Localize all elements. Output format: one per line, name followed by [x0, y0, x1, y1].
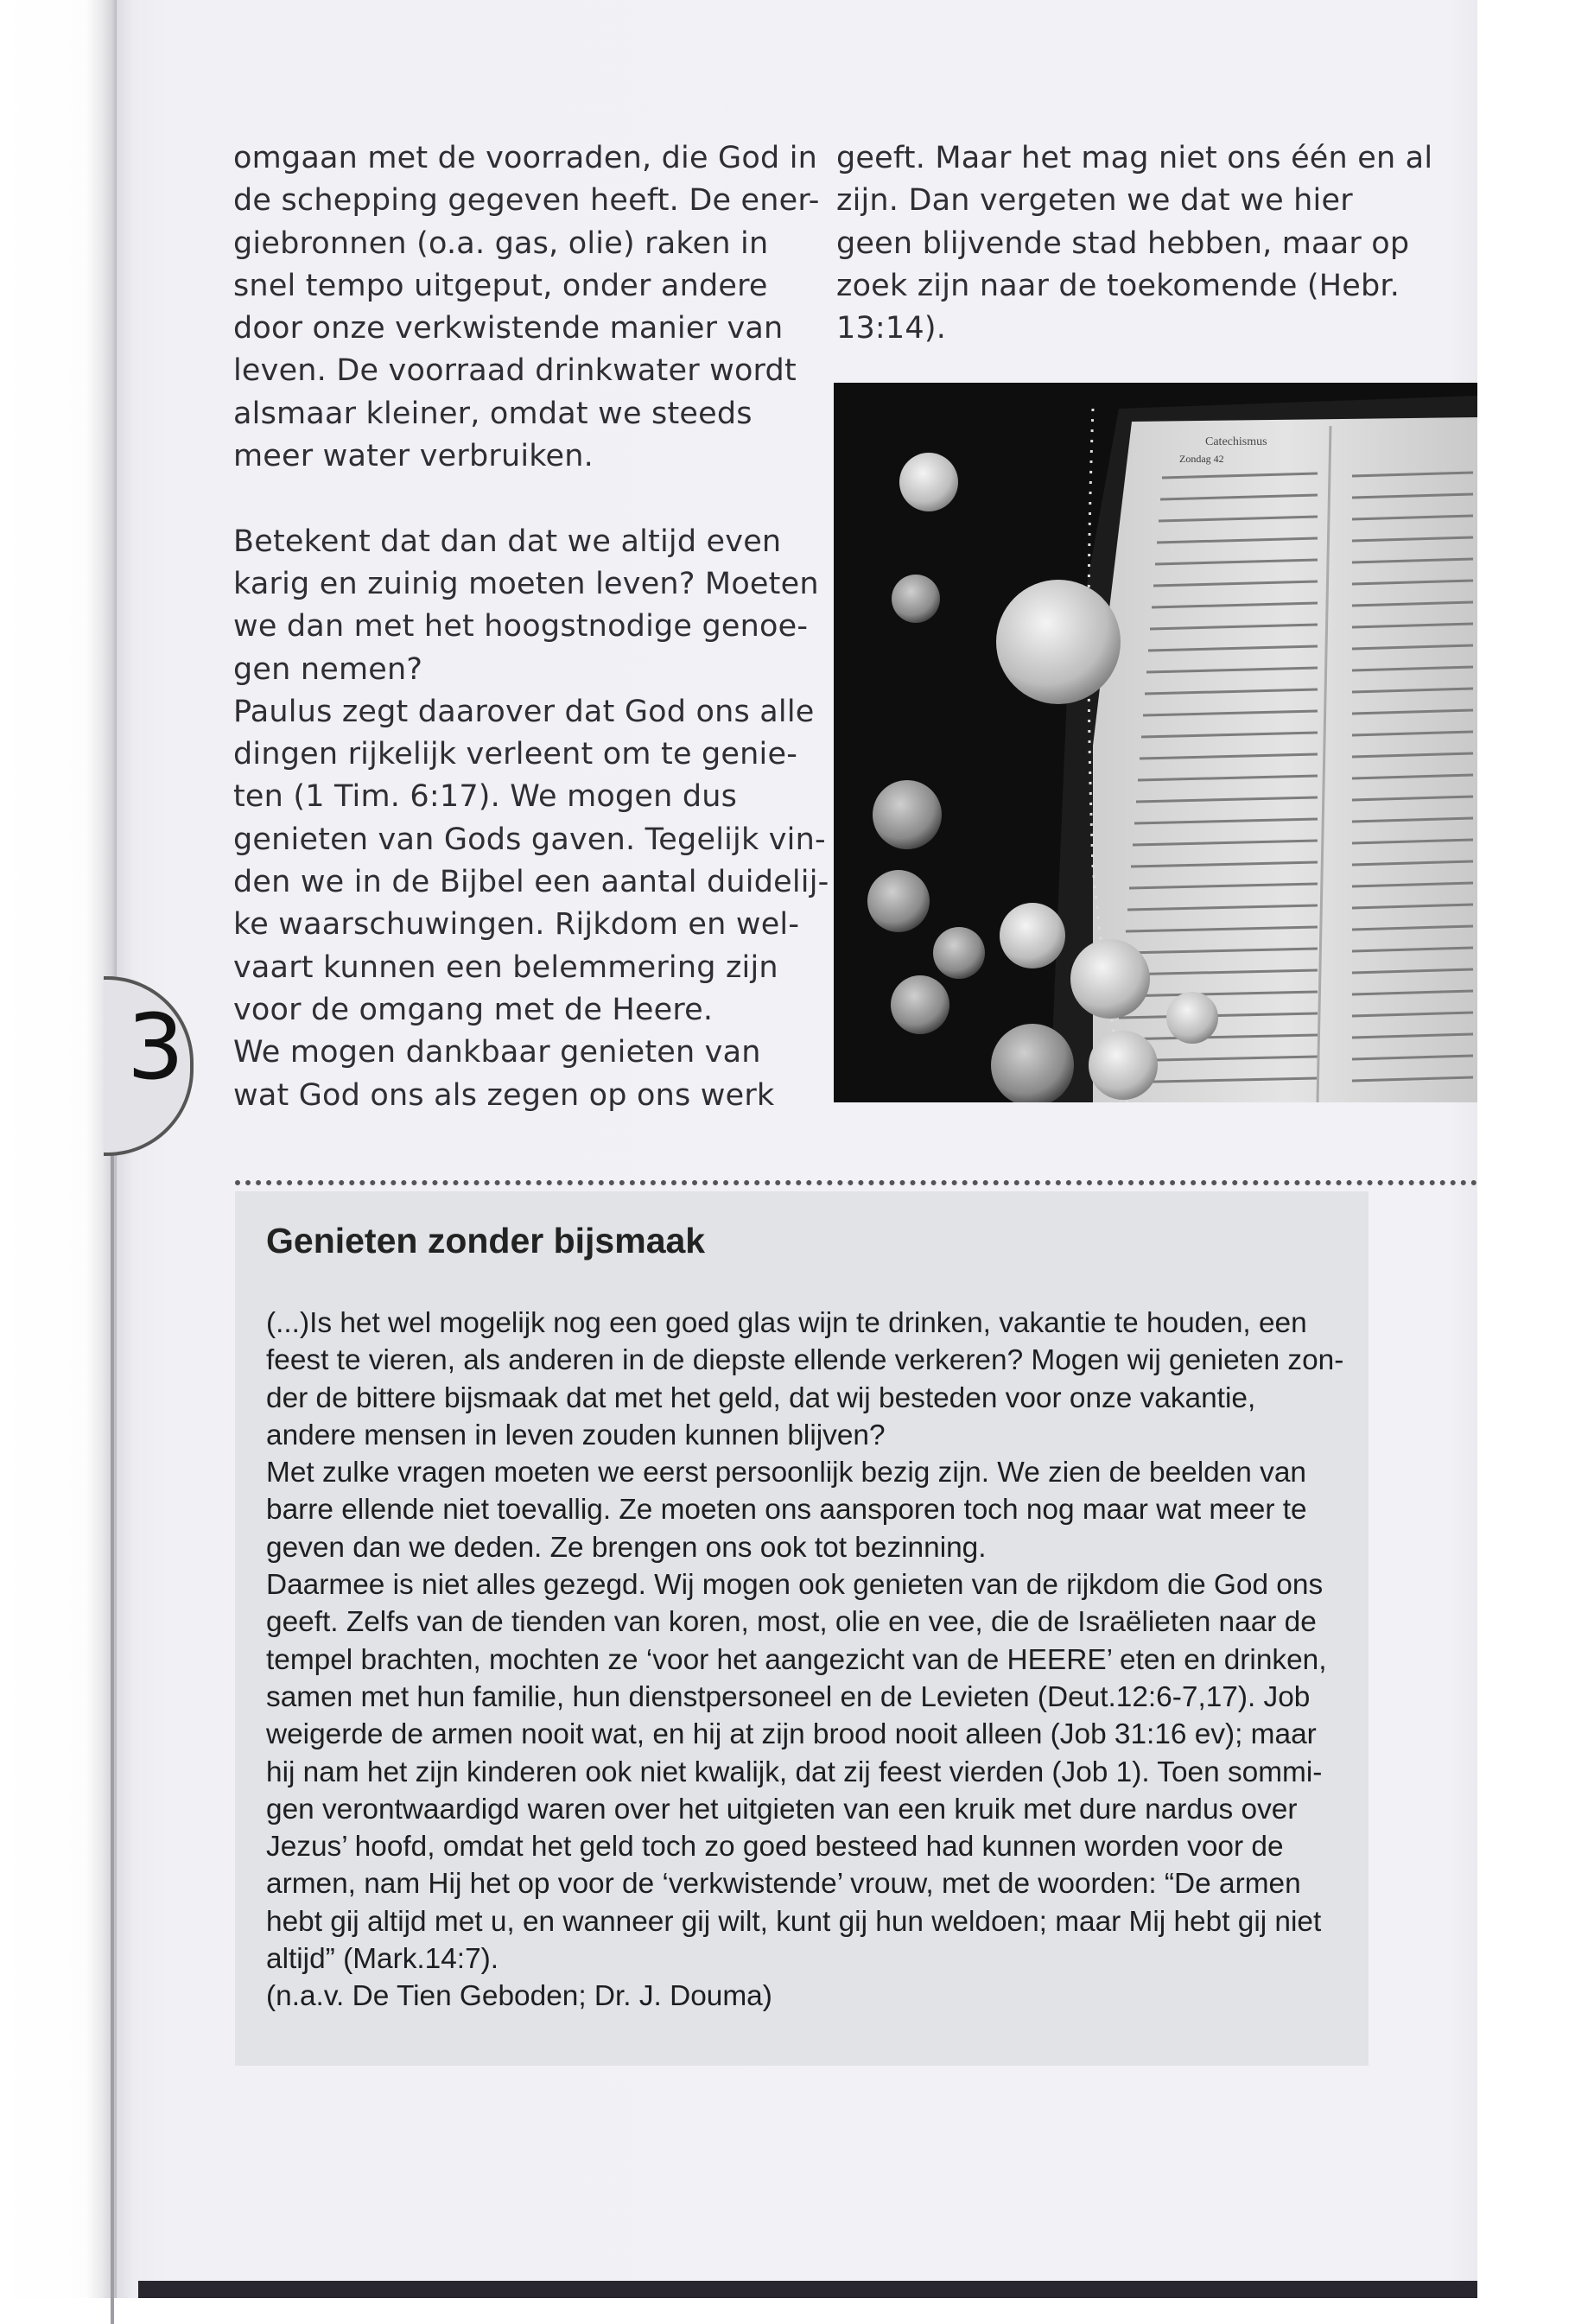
book-pages — [1093, 417, 1477, 1102]
coin — [892, 575, 940, 623]
text-line: snel tempo uitgeput, onder andere — [233, 268, 768, 303]
box-line: (...)Is het wel mogelijk nog een goed glas wijn te drinken, vakantie te houden, een — [266, 1307, 1307, 1339]
text-line: de schepping gegeven heeft. De ener- — [233, 183, 820, 219]
text-line: We mogen dankbaar genieten van — [233, 1035, 761, 1070]
box-line: andere mensen in leven zouden kunnen blijven? — [266, 1419, 886, 1451]
box-line: der de bittere bijsmaak dat met het geld, dat wij besteden voor onze vakantie, — [266, 1381, 1256, 1414]
text-line: geeft. Maar het mag niet ons één en al — [836, 141, 1433, 175]
text-line: door onze verkwistende manier van — [233, 311, 784, 346]
box-line: Daarmee is niet alles gezegd. Wij mogen ook genieten van de rijkdom die God ons — [266, 1569, 1324, 1602]
text-line: we dan met het hoogstnodige genoe- — [233, 609, 809, 644]
box-line: weigerde de armen nooit wat, en hij at zijn brood nooit alleen (Job 31:16 ev); maar — [266, 1718, 1317, 1751]
coin — [891, 975, 949, 1034]
paragraph-gap — [233, 478, 803, 520]
photo-illustration — [834, 383, 1477, 1102]
text-line: omgaan met de voorraden, die God in — [233, 141, 817, 175]
coin — [873, 780, 942, 849]
coin — [933, 927, 985, 979]
text-line: Paulus zegt daarover dat God ons alle — [233, 694, 815, 729]
text-line: alsmaar kleiner, omdat we steeds — [233, 396, 753, 431]
text-line: genieten van Gods gaven. Tegelijk vin- — [233, 822, 826, 857]
photo-page-header: Catechismus — [1205, 435, 1267, 448]
text-line: zoek zijn naar de toekomende (Hebr. — [836, 268, 1400, 303]
text-line: leven. De voorraad drinkwater wordt — [233, 353, 797, 389]
text-line: wat God ons als zegen op ons werk — [233, 1077, 775, 1113]
text-line: Betekent dat dan dat we altijd even — [233, 524, 782, 559]
box-line: barre ellende niet toevallig. Ze moeten ons aansporen toch nog maar wat meer te — [266, 1494, 1307, 1527]
photo-sunday-heading: Zondag 42 — [1179, 453, 1224, 465]
box-line: gen verontwaardigd waren over het uitgieten van een kruik met dure nardus over — [266, 1793, 1298, 1826]
right-column — [836, 137, 1441, 350]
text-line: geen blijvende stad hebben, maar op — [836, 225, 1410, 261]
book-spine-shadow — [0, 0, 117, 2298]
box-line: geeft. Zelfs van de tienden van koren, most, olie en vee, die de Israëlieten naar de — [266, 1606, 1317, 1639]
bible-and-coins-photo — [834, 383, 1477, 1102]
box-line: hij nam het zijn kinderen ook niet kwalijk, dat zij feest vierden (Job 1). Toen sommi- — [266, 1756, 1323, 1788]
coin — [1166, 992, 1218, 1044]
text-line: karig en zuinig moeten leven? Moeten — [233, 566, 819, 601]
text-line: ten (1 Tim. 6:17). We mogen dus — [233, 779, 738, 815]
coin — [996, 580, 1121, 704]
text-line: den we in de Bijbel een aantal duidelij- — [233, 865, 829, 900]
box-line: geven dan we deden. Ze brengen ons ook tot bezinning. — [266, 1531, 987, 1564]
box-line: tempel brachten, mochten ze ‘voor het aangezicht van de HEERE’ eten en drinken, — [266, 1643, 1327, 1676]
coin — [1070, 939, 1150, 1019]
text-line: zijn. Dan vergeten we dat we hier — [836, 183, 1353, 219]
coin — [899, 453, 958, 511]
text-line: vaart kunnen een belemmering zijn — [233, 949, 778, 985]
text-line: gen nemen? — [233, 651, 423, 687]
section-divider — [235, 1180, 1477, 1185]
chapter-number: 3 — [127, 994, 185, 1100]
text-line: 13:14). — [836, 311, 947, 346]
box-line: (n.a.v. De Tien Geboden; Dr. J. Douma) — [266, 1980, 772, 2013]
box-line: samen met hun familie, hun dienstpersoneel en de Levieten (Deut.12:6-7,17). Job — [266, 1680, 1311, 1713]
box-line: hebt gij altijd met u, en wanneer gij wilt, kunt gij hun weldoen; maar Mij hebt gij niet — [266, 1905, 1322, 1938]
left-column — [233, 137, 829, 1117]
text-line: dingen rijkelijk verleent om te genie- — [233, 737, 798, 772]
page-edge-line — [111, 976, 114, 2324]
text-line: ke waarschuwingen. Rijkdom en wel- — [233, 907, 800, 943]
box-title: Genieten zonder bijsmaak — [266, 1221, 706, 1260]
box-body — [266, 1305, 1363, 2016]
text-line: giebronnen (o.a. gas, olie) raken in — [233, 225, 769, 261]
coin — [1089, 1031, 1158, 1100]
coin — [1000, 903, 1065, 968]
box-line: feest te vieren, als anderen in de diepste ellende verkeren? Mogen wij genieten zon- — [266, 1344, 1344, 1377]
box-line: armen, nam Hij het op voor de ‘verkwistende’ vrouw, met de woorden: “De armen — [266, 1868, 1301, 1901]
text-line: meer water verbruiken. — [233, 439, 594, 474]
box-line: Met zulke vragen moeten we eerst persoonlijk bezig zijn. We zien de beelden van — [266, 1457, 1306, 1489]
scan-bottom-edge — [138, 2281, 1477, 2298]
box-line: altijd” (Mark.14:7). — [266, 1943, 499, 1976]
box-line: Jezus’ hoofd, omdat het geld toch zo goed besteed had kunnen worden voor de — [266, 1831, 1284, 1864]
text-line: voor de omgang met de Heere. — [233, 992, 714, 1027]
scan-margin — [1477, 0, 1594, 2298]
coin — [867, 870, 930, 932]
